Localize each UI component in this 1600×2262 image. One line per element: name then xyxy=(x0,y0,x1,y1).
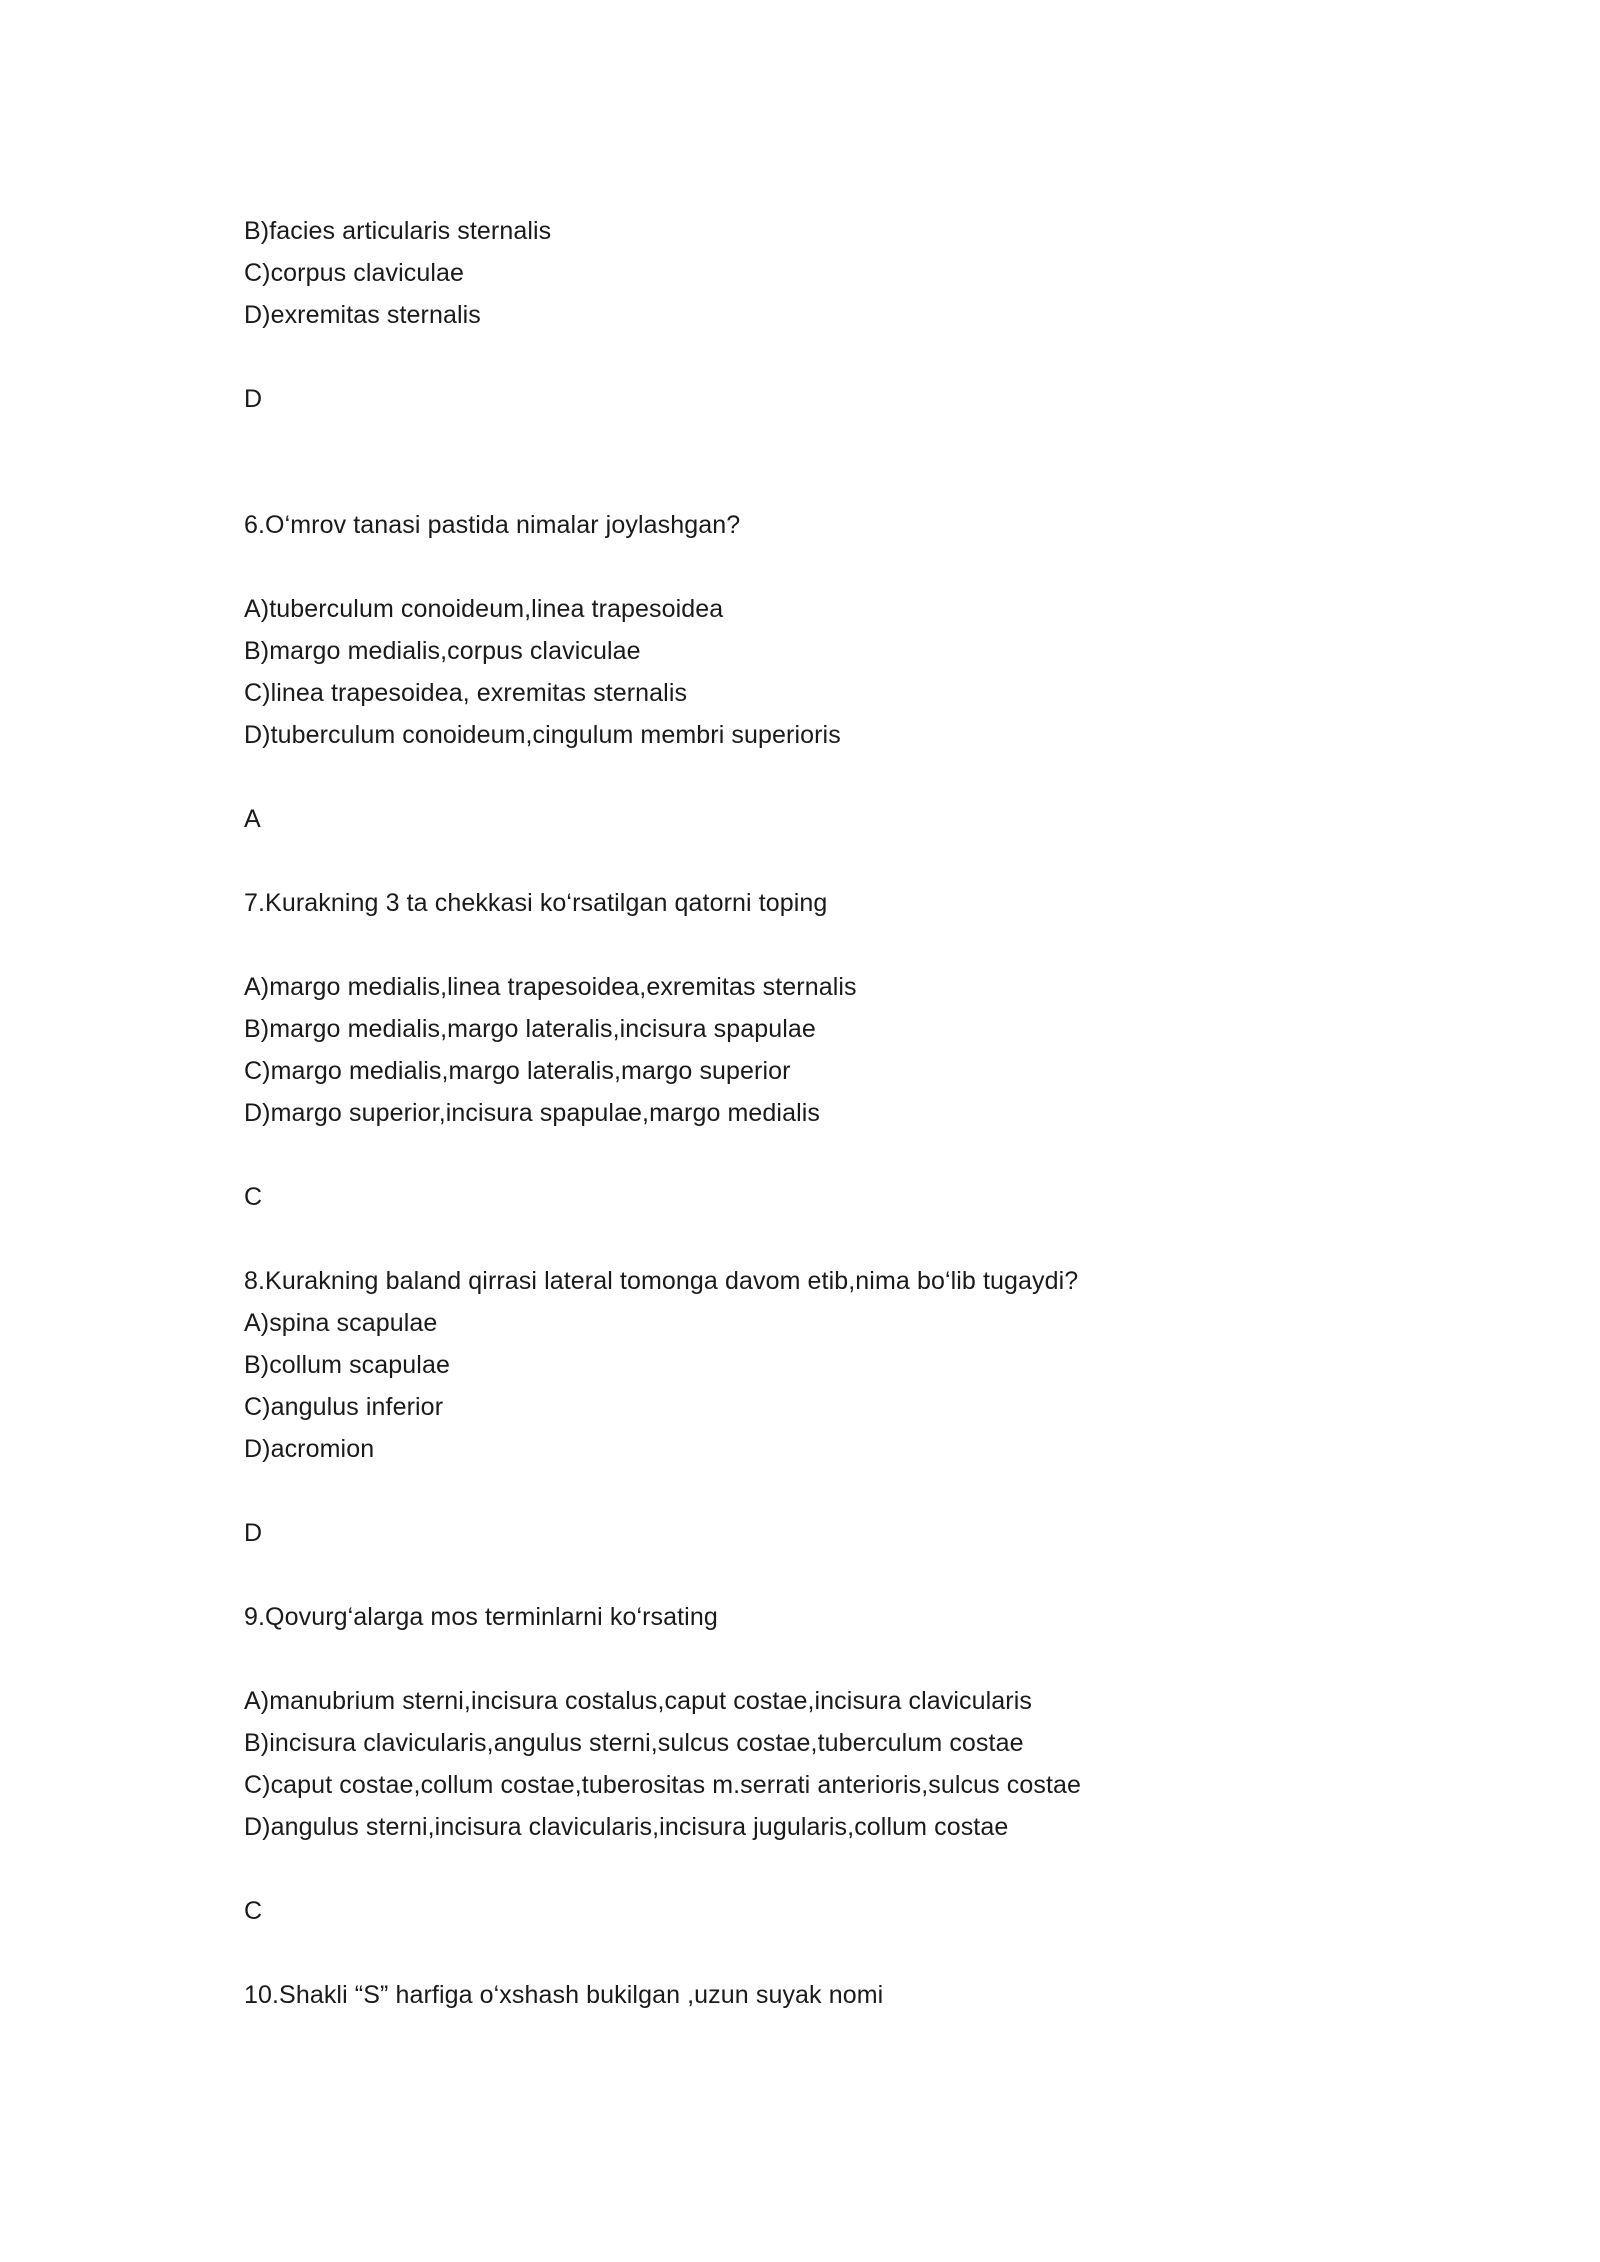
q9-option-b: B)incisura clavicularis,angulus sterni,sulcus costae,tuberculum costae xyxy=(244,1729,1024,1757)
document-content xyxy=(244,210,1424,2016)
q9-question: 9.Qovurg‘alarga mos terminlarni ko‘rsating xyxy=(244,1603,718,1631)
q6-option-c: C)linea trapesoidea, exremitas sternalis xyxy=(244,679,688,707)
q7-option-d: D)margo superior,incisura spapulae,margo medialis xyxy=(244,1099,820,1127)
q6-option-d: D)tuberculum conoideum,cingulum membri superioris xyxy=(244,721,841,749)
q9-option-d: D)angulus sterni,incisura clavicularis,incisura jugularis,collum costae xyxy=(244,1813,1009,1841)
q9-option-a: A)manubrium sterni,incisura costalus,caput costae,incisura clavicularis xyxy=(244,1687,1032,1715)
q7-answer: C xyxy=(244,1183,263,1211)
q8-answer: D xyxy=(244,1519,263,1547)
q7-option-b: B)margo medialis,margo lateralis,incisura spapulae xyxy=(244,1015,816,1043)
q8-option-c: C)angulus inferior xyxy=(244,1393,444,1421)
q5-option-d: D)exremitas sternalis xyxy=(244,301,481,329)
q8-option-d: D)acromion xyxy=(244,1435,375,1463)
q9-option-c: C)caput costae,collum costae,tuberositas m.serrati anterioris,sulcus costae xyxy=(244,1771,1082,1799)
q5-option-b: B)facies articularis sternalis xyxy=(244,217,552,245)
q7-option-c: C)margo medialis,margo lateralis,margo superior xyxy=(244,1057,791,1085)
q7-question: 7.Kurakning 3 ta chekkasi ko‘rsatilgan qatorni toping xyxy=(244,889,828,917)
q6-answer: A xyxy=(244,805,261,833)
q10-question: 10.Shakli “S” harfiga o‘xshash bukilgan ,uzun suyak nomi xyxy=(244,1981,884,2009)
q7-option-a: A)margo medialis,linea trapesoidea,exremitas sternalis xyxy=(244,973,857,1001)
q6-option-a: A)tuberculum conoideum,linea trapesoidea xyxy=(244,595,724,623)
q5-answer: D xyxy=(244,385,263,413)
q6-option-b: B)margo medialis,corpus claviculae xyxy=(244,637,641,665)
q8-option-b: B)collum scapulae xyxy=(244,1351,450,1379)
q5-option-c: C)corpus claviculae xyxy=(244,259,465,287)
q8-option-a: A)spina scapulae xyxy=(244,1309,438,1337)
q6-question: 6.O‘mrov tanasi pastida nimalar joylashgan? xyxy=(244,511,741,539)
q9-answer: C xyxy=(244,1897,263,1925)
q8-question: 8.Kurakning baland qirrasi lateral tomonga davom etib,nima bo‘lib tugaydi? xyxy=(244,1267,1079,1295)
